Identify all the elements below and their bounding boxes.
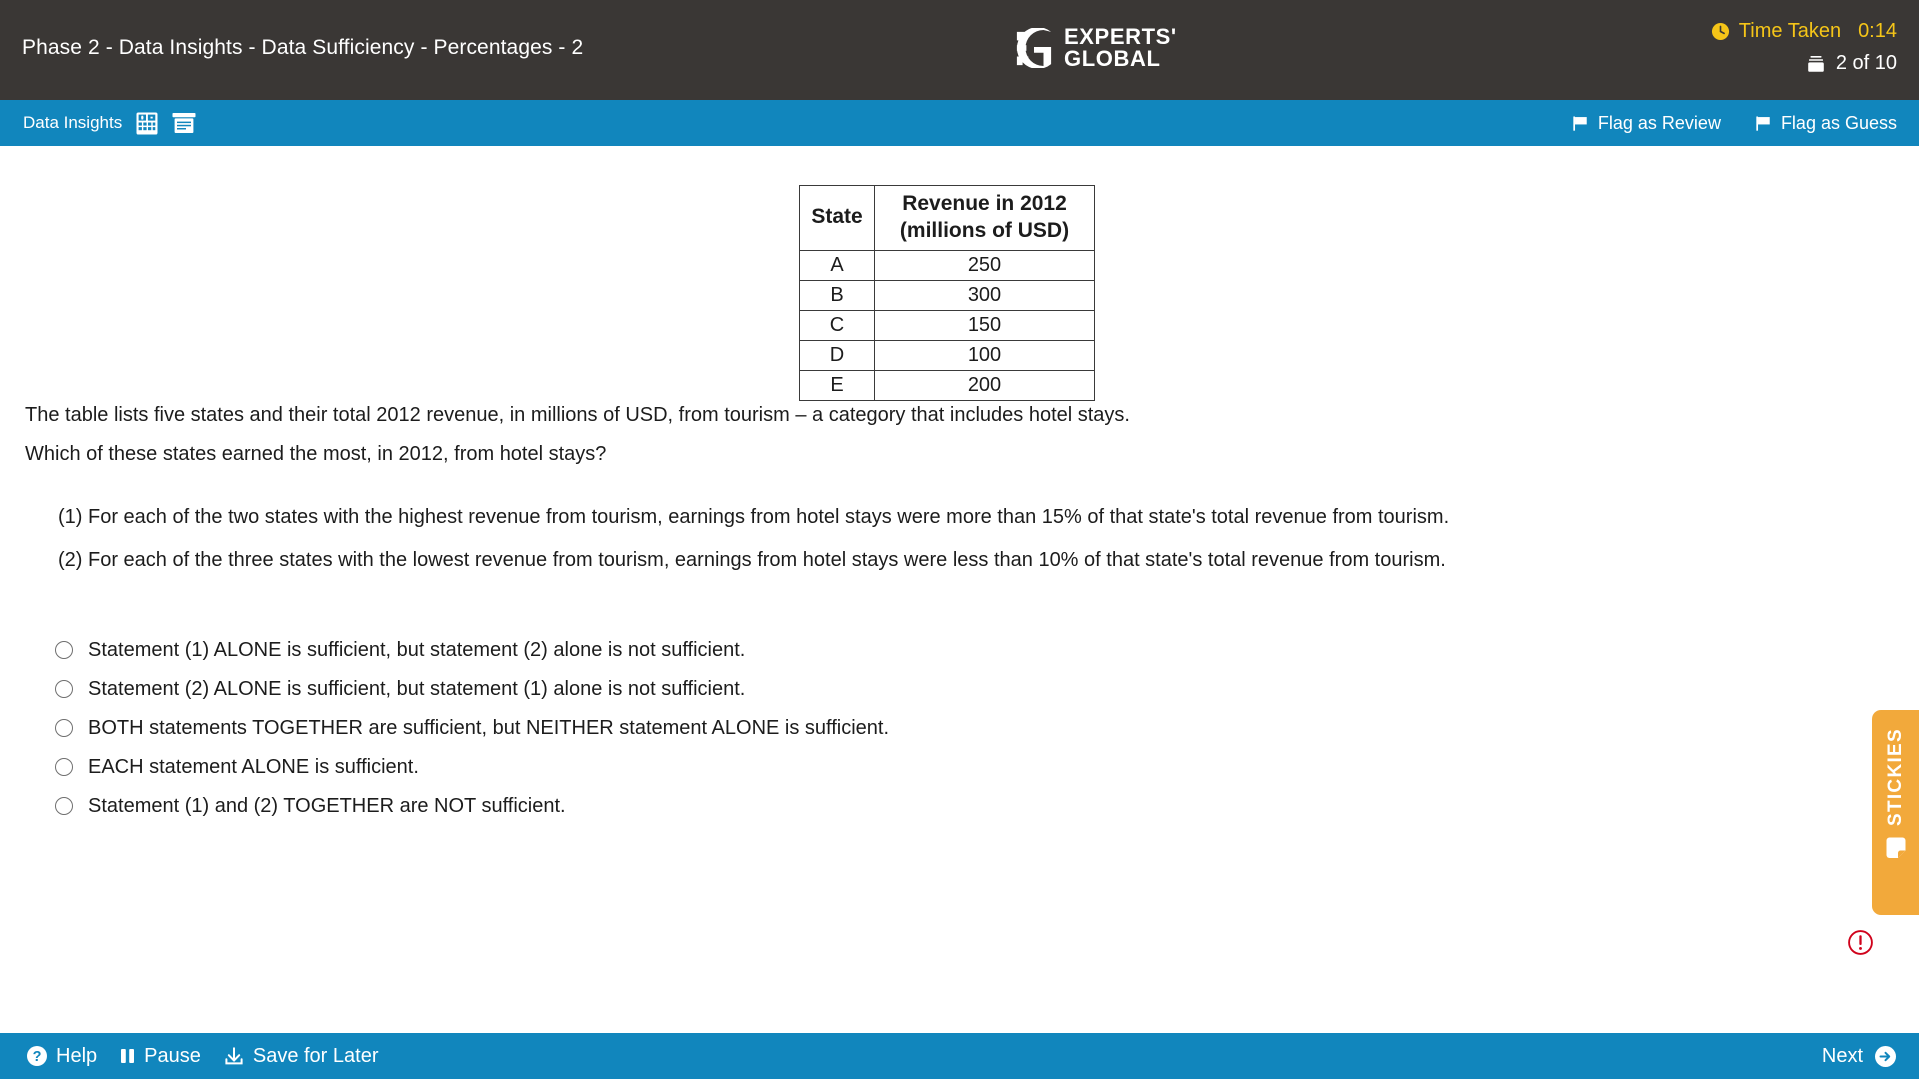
clock-icon — [1711, 22, 1730, 41]
report-problem-icon[interactable] — [1847, 929, 1874, 956]
brand-logo-text — [1064, 26, 1177, 71]
table-row — [800, 340, 1095, 370]
save-for-later-label: Save for Later — [252, 1044, 379, 1067]
time-taken-indicator — [1711, 20, 1897, 43]
answer-option-c[interactable] — [55, 709, 1755, 747]
pause-button[interactable] — [119, 1045, 201, 1068]
flag-icon — [1572, 115, 1589, 132]
answer-option-d-label: EACH statement ALONE is sufficient. — [88, 755, 419, 778]
table-row — [800, 310, 1095, 340]
radio-button-icon[interactable] — [55, 758, 73, 776]
section-label: Data Insights — [23, 113, 123, 132]
radio-button-icon[interactable] — [55, 641, 73, 659]
sticky-note-icon — [1883, 836, 1909, 862]
revenue-table — [799, 185, 1095, 401]
toolbar-left-group — [23, 100, 196, 146]
table-cell-revenue: 200 — [875, 370, 1095, 400]
question-prompt-line2: Which of these states earned the most, in 2012, from hotel stays? — [25, 443, 607, 465]
toolbar-right-group — [1572, 100, 1897, 146]
flag-as-review-label: Flag as Review — [1597, 112, 1721, 133]
download-icon — [223, 1045, 245, 1067]
answer-option-c-label: BOTH statements TOGETHER are sufficient, but NEITHER statement ALONE is sufficient. — [88, 716, 890, 739]
statement-1: (1) For each of the two states with the highest revenue from tourism, earnings from hotel stays were more than 15% of that state's total revenue from tourism. — [58, 506, 1450, 528]
answer-option-d[interactable] — [55, 748, 1755, 786]
data-sufficiency-statements — [58, 503, 1838, 589]
table-header-state: State — [800, 186, 875, 251]
help-circle-icon — [26, 1045, 48, 1067]
table-cell-state: C — [800, 310, 875, 340]
table-cell-revenue: 250 — [875, 250, 1095, 280]
page-title: Phase 2 - Data Insights - Data Sufficiency - Percentages - 2 — [22, 36, 584, 59]
pause-label: Pause — [144, 1044, 201, 1067]
answer-option-b-label: Statement (2) ALONE is sufficient, but statement (1) alone is not sufficient. — [88, 677, 746, 700]
table-cell-revenue: 150 — [875, 310, 1095, 340]
answer-option-a[interactable] — [55, 631, 1755, 669]
brand-logo-line1: EXPERTS' — [1064, 24, 1177, 49]
top-header-bar — [0, 0, 1919, 100]
whiteboard-icon[interactable] — [172, 112, 196, 135]
flag-as-guess-label: Flag as Guess — [1780, 112, 1897, 133]
help-label: Help — [56, 1044, 98, 1067]
question-progress-indicator — [1806, 52, 1897, 75]
answer-option-e-label: Statement (1) and (2) TOGETHER are NOT sufficient. — [88, 794, 566, 817]
next-label: Next — [1821, 1044, 1863, 1067]
brand-logo — [1015, 26, 1177, 71]
question-prompt-line1: The table lists five states and their total 2012 revenue, in millions of USD, from tourism – a category that includes hotel stays. — [25, 404, 1130, 426]
table-row — [800, 250, 1095, 280]
stickies-tab[interactable] — [1872, 710, 1919, 915]
table-header-revenue-line1: Revenue in 2012 — [902, 192, 1067, 215]
table-row — [800, 280, 1095, 310]
flag-as-review-button[interactable] — [1572, 113, 1721, 134]
next-button[interactable] — [1822, 1033, 1897, 1079]
answer-options-list — [55, 631, 1755, 826]
flag-icon — [1755, 115, 1772, 132]
save-for-later-button[interactable] — [223, 1045, 379, 1068]
table-header-revenue-line2: (millions of USD) — [899, 218, 1070, 242]
statement-2: (2) For each of the three states with the lowest revenue from tourism, earnings from hotel stays were less than 10% of that state's total revenue from tourism. — [58, 549, 1446, 571]
radio-button-icon[interactable] — [55, 797, 73, 815]
table-row — [800, 370, 1095, 400]
answer-option-e[interactable] — [55, 787, 1755, 825]
question-progress-text: 2 of 10 — [1835, 52, 1897, 74]
table-cell-state: B — [800, 280, 875, 310]
table-cell-state: D — [800, 340, 875, 370]
svg-text:?: ? — [32, 1049, 42, 1066]
experts-global-mark-icon — [1015, 28, 1053, 68]
footer-left-group — [26, 1033, 378, 1079]
table-cell-state: A — [800, 250, 875, 280]
calculator-icon[interactable] — [136, 112, 158, 135]
question-prompt — [25, 401, 1725, 479]
time-taken-value: 0:14 — [1858, 20, 1897, 42]
answer-option-b[interactable] — [55, 670, 1755, 708]
pause-icon — [119, 1046, 136, 1066]
footer-bar — [0, 1033, 1919, 1079]
brand-logo-line2: GLOBAL — [1064, 46, 1161, 72]
table-cell-revenue: 100 — [875, 340, 1095, 370]
arrow-right-circle-icon — [1874, 1045, 1897, 1068]
radio-button-icon[interactable] — [55, 719, 73, 737]
question-stack-icon — [1806, 54, 1826, 74]
table-cell-state: E — [800, 370, 875, 400]
help-button[interactable] — [26, 1045, 97, 1068]
radio-button-icon[interactable] — [55, 680, 73, 698]
table-cell-revenue: 300 — [875, 280, 1095, 310]
stickies-label: STICKIES — [1884, 728, 1906, 827]
time-taken-label: Time Taken — [1738, 20, 1842, 42]
answer-option-a-label: Statement (1) ALONE is sufficient, but statement (2) alone is not sufficient. — [88, 638, 746, 661]
section-toolbar — [0, 100, 1919, 146]
table-header-revenue — [875, 186, 1095, 251]
flag-as-guess-button[interactable] — [1755, 113, 1897, 134]
question-content-area — [0, 146, 1919, 1033]
revenue-table-wrapper — [799, 185, 1095, 401]
table-header-row — [800, 186, 1095, 251]
